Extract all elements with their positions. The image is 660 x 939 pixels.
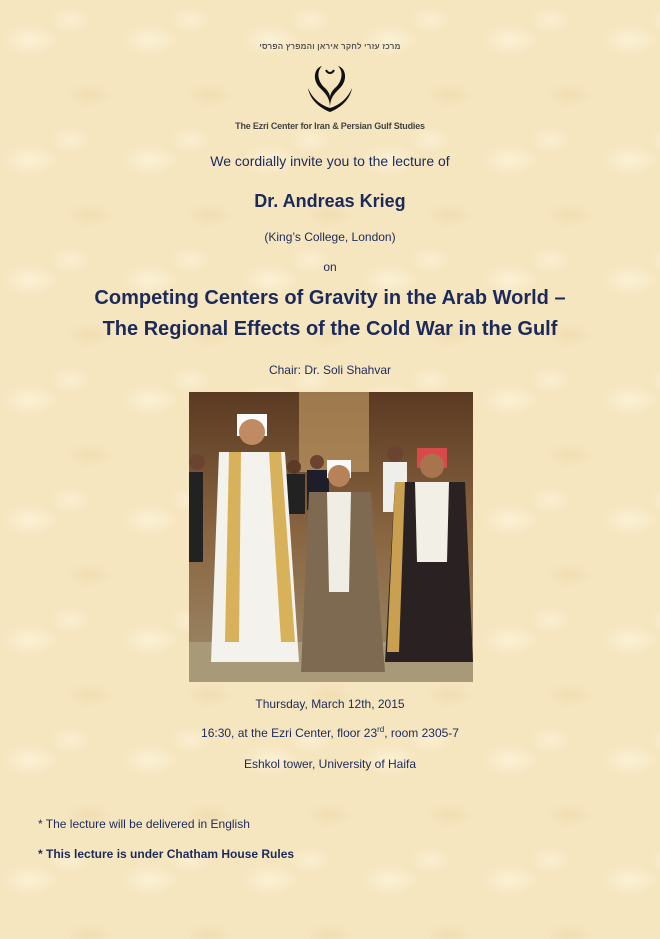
floor-ordinal: rd [377,725,385,734]
center-name-english: The Ezri Center for Iran & Persian Gulf Studies [235,121,425,131]
event-venue: Eshkol tower, University of Haifa [243,757,417,771]
invitation-intro: We cordially invite you to the lecture of [210,153,450,169]
center-name-hebrew: מרכז עזרי לחקר איראן והמפרץ הפרסי [259,42,401,51]
ezri-center-logo [300,60,360,120]
language-note: * The lecture will be delivered in English [38,817,250,831]
event-date: Thursday, March 12th, 2015 [255,697,405,711]
speaker-affiliation: (King’s College, London) [264,230,396,244]
time-prefix: 16:30, at the Ezri Center, floor 23 [201,726,378,740]
event-photo [189,392,473,682]
on-label: on [323,260,337,274]
time-suffix: , room 2305-7 [384,726,459,740]
photo-illustration [189,392,473,682]
event-time-location [0,725,660,740]
speaker-name: Dr. Andreas Krieg [254,191,406,211]
chair-line: Chair: Dr. Soli Shahvar [268,363,392,377]
lecture-title-line2: The Regional Effects of the Cold War in the Gulf [102,318,558,340]
chatham-house-note: * This lecture is under Chatham House Rules [38,847,295,861]
lecture-title-line1: Competing Centers of Gravity in the Arab World – [94,287,566,309]
